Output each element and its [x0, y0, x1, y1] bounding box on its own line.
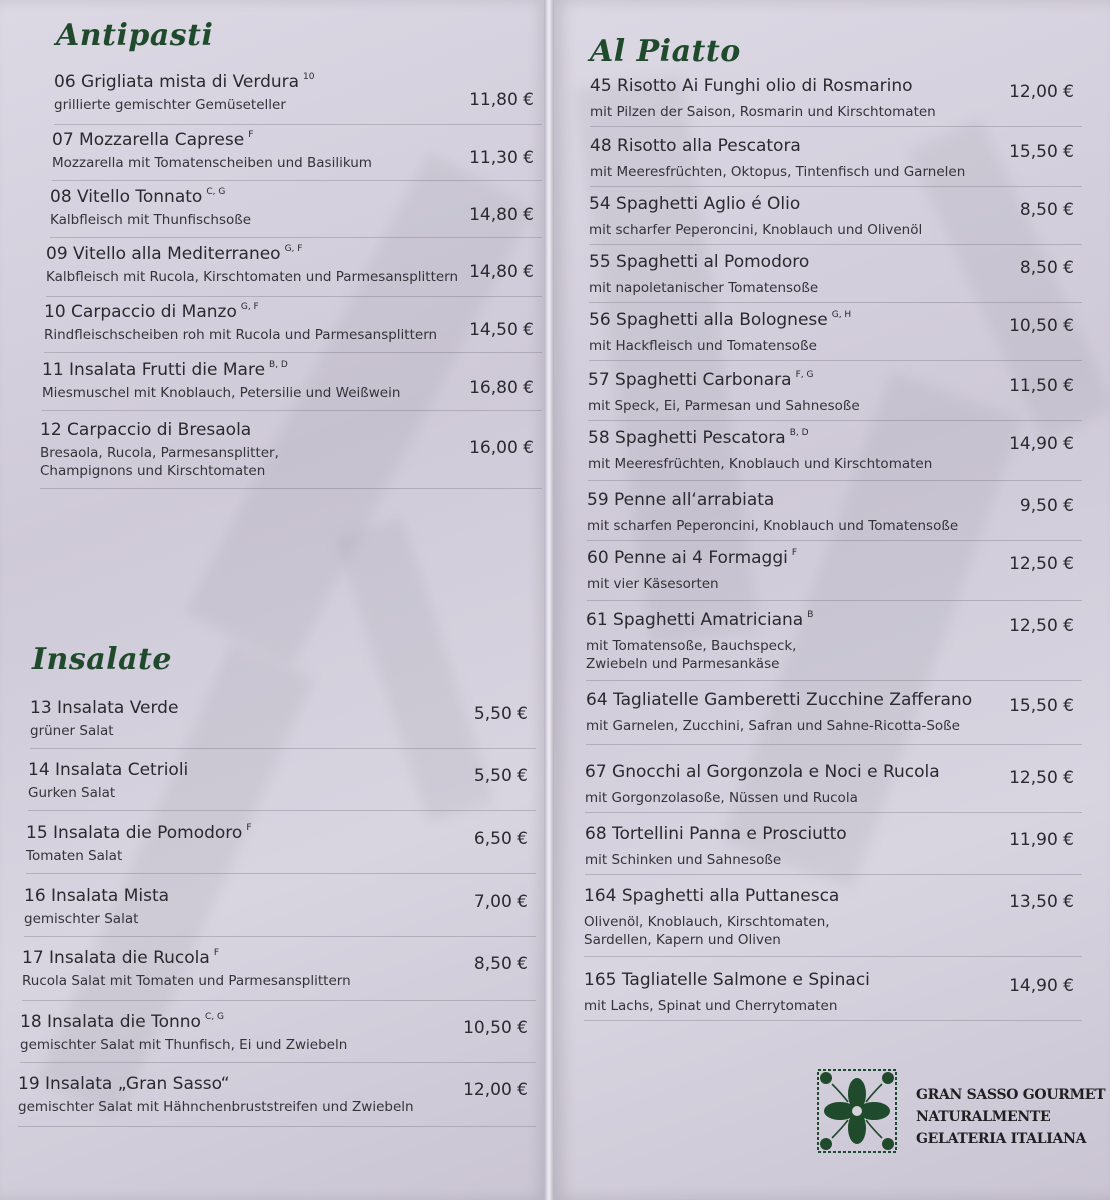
menu-item-title: 17 Insalata die Rucola: [22, 948, 210, 968]
menu-item-name: [40, 420, 251, 440]
menu-item-title: 48 Risotto alla Pescatora: [590, 136, 801, 156]
allergen-codes: B: [807, 610, 814, 620]
menu-item-name: [586, 690, 972, 710]
menu-item: [589, 194, 1082, 245]
insalate-heading: Insalate: [32, 642, 172, 677]
menu-item-description: mit scharfer Peperoncini, Knoblauch und Olivenöl: [589, 222, 923, 238]
menu-item: [588, 428, 1082, 481]
menu-item-price: 8,50 €: [1019, 258, 1074, 278]
menu-item-title: 59 Penne all‘arrabiata: [587, 490, 775, 510]
menu-item: [42, 360, 542, 411]
menu-item-price: 9,50 €: [1019, 496, 1074, 516]
menu-item-description: mit Pilzen der Saison, Rosmarin und Kirschtomaten: [590, 104, 936, 120]
menu-item-description: mit napoletanischer Tomatensoße: [589, 280, 819, 296]
brand-line-2: NATURALMENTE: [916, 1109, 1051, 1125]
menu-item-name: [28, 760, 188, 780]
menu-item-name: [30, 698, 178, 718]
menu-item-price: 6,50 €: [473, 829, 528, 849]
menu-item-title: 06 Grigliata mista di Verdura: [54, 72, 300, 92]
menu-item-description: mit Meeresfrüchten, Knoblauch und Kirschtomaten: [588, 456, 933, 472]
menu-item: [590, 136, 1082, 187]
menu-item-description: Kalbfleisch mit Rucola, Kirschtomaten und Parmesansplittern: [46, 269, 459, 285]
brand-line-3: GELATERIA ITALIANA: [916, 1131, 1087, 1147]
menu-item-title: 19 Insalata „Gran Sasso“: [18, 1074, 230, 1094]
menu-item-price: 10,50 €: [1009, 316, 1074, 336]
menu-item-title: 164 Spaghetti alla Puttanesca: [584, 886, 840, 906]
menu-item-name: [585, 762, 940, 782]
menu-item-title: 09 Vitello alla Mediterraneo: [46, 244, 281, 264]
menu-item-name: [590, 76, 913, 96]
menu-item-title: 61 Spaghetti Amatriciana: [586, 610, 804, 630]
menu-item-name: [52, 130, 253, 150]
menu-item: [587, 548, 1082, 601]
menu-item: [585, 762, 1082, 813]
menu-item: [584, 886, 1082, 957]
floral-ornament-icon: [812, 1064, 902, 1158]
menu-item: [589, 252, 1082, 303]
menu-item-price: 12,50 €: [1009, 768, 1074, 788]
menu-item-title: 07 Mozzarella Caprese: [52, 130, 245, 150]
menu-item: [584, 970, 1082, 1021]
allergen-codes: G, F: [284, 244, 303, 254]
allergen-codes: B, D: [269, 360, 288, 370]
menu-item-title: 13 Insalata Verde: [30, 698, 179, 718]
menu-item-price: 14,80 €: [469, 262, 534, 282]
menu-item-name: [24, 886, 169, 906]
menu-item-name: [588, 428, 809, 448]
menu-item: [18, 1074, 536, 1127]
menu-item-description: mit Hackfleisch und Tomatensoße: [589, 338, 817, 354]
allergen-codes: F: [246, 823, 252, 833]
menu-item: [46, 244, 542, 297]
menu-item-price: 12,00 €: [463, 1080, 528, 1100]
menu-item: [22, 948, 536, 1001]
menu-item-title: 18 Insalata die Tonno: [20, 1012, 201, 1032]
menu-item-name: [586, 610, 813, 630]
menu-item-title: 54 Spaghetti Aglio é Olio: [589, 194, 801, 214]
brand-text: [916, 1084, 1105, 1150]
allergen-codes: C, G: [204, 1012, 224, 1022]
menu-item: [20, 1012, 536, 1063]
allergen-codes: B, D: [789, 428, 809, 438]
menu-item-title: 45 Risotto Ai Funghi olio di Rosmarino: [590, 76, 913, 96]
menu-item: [585, 824, 1082, 875]
menu-item: [24, 886, 536, 937]
menu-item-price: 15,50 €: [1009, 696, 1074, 716]
menu-item-price: 5,50 €: [473, 704, 528, 724]
al-piatto-heading: Al Piatto: [590, 34, 741, 69]
menu-item-title: 57 Spaghetti Carbonara: [588, 370, 792, 390]
menu-item-name: [44, 302, 259, 322]
allergen-codes: F, G: [795, 370, 814, 380]
menu-item-title: 58 Spaghetti Pescatora: [588, 428, 786, 448]
menu-item-price: 11,90 €: [1009, 830, 1074, 850]
menu-item-price: 11,30 €: [469, 148, 534, 168]
menu-item-description: Miesmuschel mit Knoblauch, Petersilie und Weißwein: [42, 385, 401, 401]
menu-item-name: [42, 360, 288, 380]
menu-item-name: [585, 824, 847, 844]
menu-item-title: 55 Spaghetti al Pomodoro: [589, 252, 810, 272]
menu-item-price: 12,50 €: [1009, 554, 1074, 574]
menu-item-name: [584, 970, 870, 990]
menu-item-name: [587, 490, 774, 510]
brand-line-1: GRAN SASSO GOURMET: [916, 1087, 1106, 1103]
menu-item-description: Rucola Salat mit Tomaten und Parmesansplittern: [22, 973, 351, 989]
menu-item-description: grillierte gemischter Gemüseteller: [54, 97, 286, 113]
menu-item-name: [20, 1012, 224, 1032]
menu-item-description: mit Garnelen, Zucchini, Safran und Sahne-Ricotta-Soße: [586, 718, 960, 734]
menu-item-description: gemischter Salat mit Thunfisch, Ei und Zwiebeln: [20, 1037, 348, 1053]
menu-item-description: Bresaola, Rucola, Parmesansplitter, Champignons und Kirschtomaten: [40, 445, 279, 479]
menu-item-title: 67 Gnocchi al Gorgonzola e Noci e Rucola: [585, 762, 940, 782]
menu-item-description: mit Tomatensoße, Bauchspeck, Zwiebeln und Parmesankäse: [586, 638, 797, 672]
menu-item-price: 11,80 €: [469, 90, 534, 110]
menu-item-title: 12 Carpaccio di Bresaola: [40, 420, 252, 440]
menu-item-title: 165 Tagliatelle Salmone e Spinaci: [584, 970, 870, 990]
menu-item: [50, 187, 542, 238]
menu-item-name: [46, 244, 302, 264]
menu-item-title: 08 Vitello Tonnato: [50, 187, 203, 207]
menu-item-title: 68 Tortellini Panna e Prosciutto: [585, 824, 847, 844]
menu-item: [588, 370, 1082, 421]
menu-item-description: Gurken Salat: [28, 785, 116, 801]
menu-item: [54, 72, 542, 125]
page-fold: [544, 0, 554, 1200]
menu-item-price: 14,80 €: [469, 205, 534, 225]
menu-item: [586, 610, 1082, 681]
menu-item-title: 56 Spaghetti alla Bolognese: [589, 310, 828, 330]
menu-item: [586, 690, 1082, 745]
menu-item-price: 8,50 €: [473, 954, 528, 974]
menu-item-title: 11 Insalata Frutti die Mare: [42, 360, 266, 380]
menu-item-name: [26, 823, 252, 843]
menu-item-title: 14 Insalata Cetrioli: [28, 760, 189, 780]
menu-item-name: [587, 548, 797, 568]
menu-item-description: mit Meeresfrüchten, Oktopus, Tintenfisch und Garnelen: [590, 164, 966, 180]
menu-item-title: 16 Insalata Mista: [24, 886, 170, 906]
menu-item-description: mit Speck, Ei, Parmesan und Sahnesoße: [588, 398, 860, 414]
menu-item: [28, 760, 536, 811]
menu-item-description: grüner Salat: [30, 723, 114, 739]
allergen-codes: G, F: [240, 302, 259, 312]
menu-item: [589, 310, 1082, 361]
menu-item-description: Rindfleischscheiben roh mit Rucola und Parmesansplittern: [44, 327, 438, 343]
menu-item-name: [22, 948, 219, 968]
menu-item-name: [584, 886, 839, 906]
menu-item-price: 15,50 €: [1009, 142, 1074, 162]
allergen-codes: C, G: [206, 187, 226, 197]
menu-item-price: 16,00 €: [469, 438, 534, 458]
allergen-codes: F: [213, 948, 220, 958]
menu-item-description: Mozzarella mit Tomatenscheiben und Basilikum: [52, 155, 372, 171]
menu-item-description: mit Lachs, Spinat und Cherrytomaten: [584, 998, 838, 1014]
menu-item-description: Kalbfleisch mit Thunfischsoße: [50, 212, 252, 228]
menu-item: [587, 490, 1082, 541]
menu-item: [26, 823, 536, 874]
allergen-codes: 10: [303, 72, 315, 82]
menu-item-description: gemischter Salat mit Hähnchenbruststreifen und Zwiebeln: [18, 1099, 414, 1115]
menu-item-description: mit scharfen Peperoncini, Knoblauch und Tomatensoße: [587, 518, 959, 534]
menu-item-price: 11,50 €: [1009, 376, 1074, 396]
menu-item-description: Tomaten Salat: [26, 848, 123, 864]
menu-item: [44, 302, 542, 353]
menu-item-description: Olivenöl, Knoblauch, Kirschtomaten, Sardellen, Kapern und Oliven: [584, 914, 830, 948]
menu-item: [40, 420, 542, 489]
menu-item-price: 12,00 €: [1009, 82, 1074, 102]
menu-item-name: [18, 1074, 230, 1094]
menu-item: [590, 76, 1082, 127]
allergen-codes: F: [791, 548, 798, 558]
menu-item-price: 14,90 €: [1009, 434, 1074, 454]
menu-item-description: mit Gorgonzolasoße, Nüssen und Rucola: [585, 790, 858, 806]
menu-item-name: [54, 72, 315, 92]
menu-item-price: 14,90 €: [1009, 976, 1074, 996]
menu-item-description: mit Schinken und Sahnesoße: [585, 852, 782, 868]
menu-item-title: 64 Tagliatelle Gamberetti Zucchine Zafferano: [586, 690, 973, 710]
menu-item-name: [589, 252, 809, 272]
menu-item-name: [588, 370, 813, 390]
menu-item-name: [50, 187, 225, 207]
allergen-codes: F: [248, 130, 254, 140]
menu-item-name: [589, 310, 851, 330]
menu-item-price: 16,80 €: [469, 378, 534, 398]
menu-item-title: 60 Penne ai 4 Formaggi: [587, 548, 788, 568]
menu-item-title: 10 Carpaccio di Manzo: [44, 302, 237, 322]
antipasti-heading: Antipasti: [56, 18, 214, 53]
menu-item-title: 15 Insalata die Pomodoro: [26, 823, 243, 843]
menu-item: [52, 130, 542, 181]
menu-item-price: 5,50 €: [473, 766, 528, 786]
menu-item-price: 10,50 €: [463, 1018, 528, 1038]
menu-item-price: 8,50 €: [1019, 200, 1074, 220]
menu-item-price: 7,00 €: [473, 892, 528, 912]
menu-item-price: 13,50 €: [1009, 892, 1074, 912]
menu-item-price: 14,50 €: [469, 320, 534, 340]
menu-item-name: [590, 136, 801, 156]
menu-item-price: 12,50 €: [1009, 616, 1074, 636]
menu-item-description: gemischter Salat: [24, 911, 139, 927]
menu-item: [30, 698, 536, 749]
menu-item-description: mit vier Käsesorten: [587, 576, 719, 592]
allergen-codes: G, H: [831, 310, 852, 320]
menu-item-name: [589, 194, 800, 214]
